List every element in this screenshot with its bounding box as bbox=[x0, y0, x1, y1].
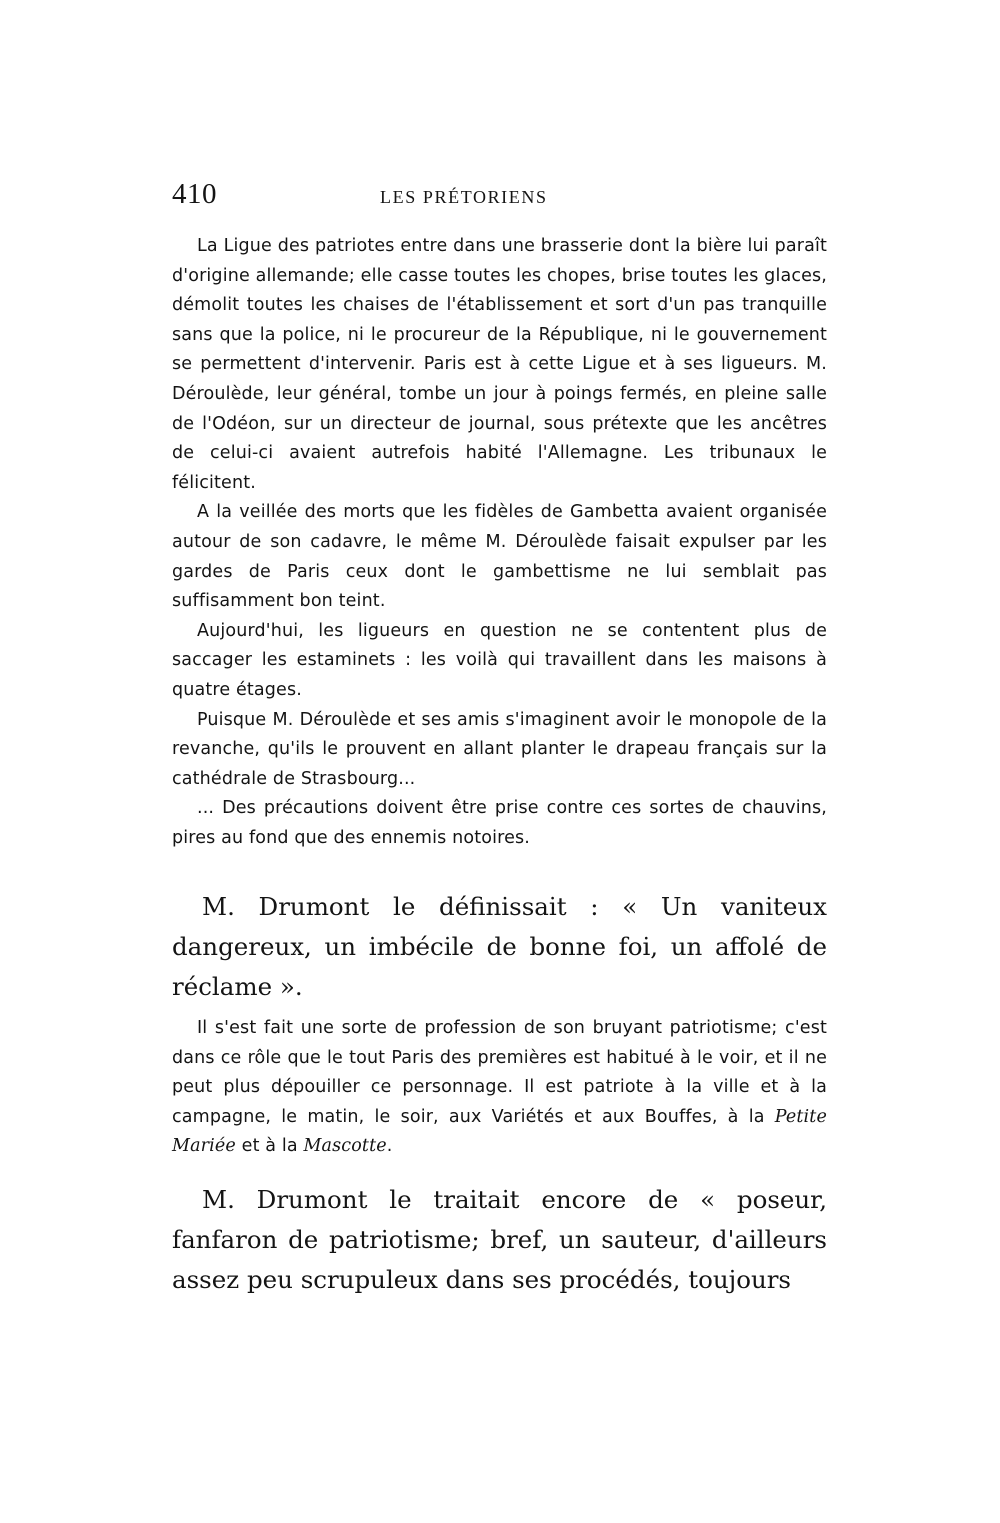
body-paragraph-2-mid: et à la bbox=[235, 1136, 304, 1157]
body-paragraph-1: M. Drumont le définissait : « Un vaniteux dangereux, un imbécile de bonne foi, un affolé de réclame ». bbox=[172, 892, 827, 1001]
title-mascotte: Mascotte bbox=[303, 1136, 387, 1157]
quote-paragraph-3: Aujourd'hui, les ligueurs en question ne se contentent plus de saccager les estaminets : les voilà qui travaillent dans les maisons à quatre étages. bbox=[172, 620, 827, 700]
body-paragraph-3: M. Drumont le traitait encore de « poseur, fanfaron de patriotisme; bref, un sauteur, d'ailleurs assez peu scrupuleux dans ses procédés, toujours bbox=[172, 1185, 827, 1294]
body-paragraph-2 bbox=[172, 1014, 827, 1162]
quote-paragraph-4: Puisque M. Déroulède et ses amis s'imaginent avoir le monopole de la revanche, qu'ils le prouvent en allant planter le drapeau français sur la cathédrale de Strasbourg... bbox=[172, 709, 827, 789]
page-header bbox=[172, 178, 827, 218]
body-paragraph-2-text: Il s'est fait une sorte de profession de son bruyant patriotisme; c'est dans ce rôle que le tout Paris des premières est habitué à le voir, et il ne peut plus dépouiller ce personnage. Il est patriote à la ville et à la campagne, le matin, le soir, aux Variétés et aux Bouffes, à la bbox=[172, 1018, 827, 1127]
body-paragraph-2-end: . bbox=[386, 1136, 393, 1157]
page-number: 410 bbox=[172, 178, 217, 210]
quote-paragraph-5: ... Des précautions doivent être prise contre ces sortes de chauvins, pires au fond que des ennemis notoires. bbox=[172, 798, 827, 848]
quoted-passage bbox=[172, 232, 827, 853]
body-paragraph-1-block bbox=[172, 887, 827, 1007]
quote-paragraph-1: La Ligue des patriotes entre dans une brasserie dont la bière lui paraît d'origine allemande; elle casse toutes les chopes, brise toutes les glaces, démolit toutes les chaises de l'établissement et sort d'un pas tranquille sans que la police, ni le procureur de la République, ni le gouvernement se permettent d'intervenir. Paris est à cette Ligue et à ses ligueurs. M. Déroulède, leur général, tombe un jour à poings fermés, en pleine salle de l'Odéon, sur un directeur de journal, sous prétexte que les ancêtres de celui-ci avaient autrefois habité l'Allemagne. Les tribunaux le félicitent. bbox=[172, 236, 827, 493]
running-title: LES PRÉTORIENS bbox=[380, 187, 548, 207]
quote-paragraph-2: A la veillée des morts que les fidèles de Gambetta avaient organisée autour de son cadavre, le même M. Déroulède faisait expulser par les gardes de Paris ceux dont le gambettisme ne lui semblait pas suffisamment bon teint. bbox=[172, 502, 827, 612]
body-paragraph-3-block bbox=[172, 1180, 827, 1300]
title-petite-mariee: Petite Mariée bbox=[172, 1106, 827, 1157]
quoted-paragraph-drumont bbox=[172, 1014, 827, 1162]
